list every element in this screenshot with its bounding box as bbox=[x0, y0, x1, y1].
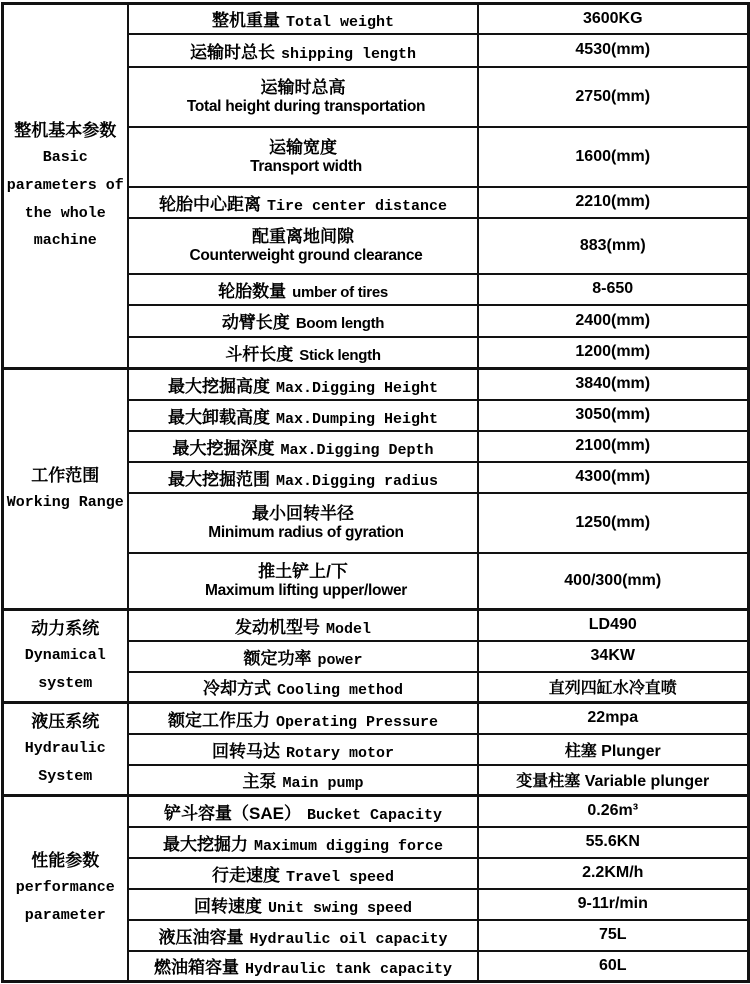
param-label-zh: 主泵 bbox=[242, 772, 277, 792]
param-cell-rotary-motor bbox=[128, 734, 478, 765]
value-cell: 变量柱塞 Variable plunger bbox=[478, 765, 748, 796]
value-cell: 0.26m³ bbox=[478, 796, 748, 827]
param-label-en: Maximum lifting upper/lower bbox=[204, 582, 408, 600]
param-cell-max-digging-force bbox=[128, 827, 478, 858]
param-cell-engine-model bbox=[128, 610, 478, 641]
value-cell: 400/300(mm) bbox=[478, 553, 748, 610]
param-label-en: Boom length bbox=[295, 315, 385, 332]
category-cell-performance-parameter bbox=[2, 796, 128, 982]
value-cell: 4300(mm) bbox=[478, 462, 748, 493]
param-label-zh: 行走速度 bbox=[211, 865, 280, 885]
param-cell-fuel-tank-capacity bbox=[128, 951, 478, 982]
category-label-zh: 整机基本参数 bbox=[14, 120, 117, 140]
param-label-en: Max.Digging Depth bbox=[280, 441, 434, 459]
param-cell-min-gyration-radius bbox=[128, 493, 478, 553]
param-label-en: Unit swing speed bbox=[267, 899, 413, 917]
value-cell: 8-650 bbox=[478, 274, 748, 305]
param-label-en: Tire center distance bbox=[266, 197, 448, 215]
table-row bbox=[2, 703, 748, 734]
param-cell-rated-power bbox=[128, 641, 478, 672]
param-label-zh: 最小回转半径 bbox=[252, 503, 354, 523]
category-label-en: Working Range bbox=[6, 493, 124, 511]
param-label-zh: 斗杆长度 bbox=[225, 344, 294, 364]
param-label-en: Rotary motor bbox=[285, 744, 395, 762]
param-cell-max-digging-height bbox=[128, 369, 478, 400]
param-label-en: Transport width bbox=[250, 158, 362, 176]
param-label-zh: 额定工作压力 bbox=[167, 710, 270, 730]
param-cell-shipping-length bbox=[128, 34, 478, 67]
param-cell-max-digging-radius bbox=[128, 462, 478, 493]
param-cell-main-pump bbox=[128, 765, 478, 796]
param-label-en: Operating Pressure bbox=[275, 713, 439, 731]
param-cell-stick-length bbox=[128, 337, 478, 369]
param-label-en: Maximum digging force bbox=[253, 837, 444, 855]
param-cell-counterweight-clearance bbox=[128, 218, 478, 274]
param-label-zh: 动臂长度 bbox=[221, 313, 290, 332]
param-label-zh: 燃油箱容量 bbox=[153, 958, 239, 978]
param-label-zh: 配重离地间隙 bbox=[252, 226, 354, 246]
param-cell-transport-width bbox=[128, 127, 478, 187]
param-label-zh: 冷却方式 bbox=[202, 679, 271, 699]
value-cell: 60L bbox=[478, 951, 748, 982]
param-label-en: Travel speed bbox=[285, 868, 395, 886]
table-row bbox=[2, 369, 748, 400]
value-cell: 2100(mm) bbox=[478, 431, 748, 462]
table-row bbox=[2, 796, 748, 827]
param-label-en: shipping length bbox=[280, 45, 417, 63]
param-label-en: Main pump bbox=[282, 775, 364, 793]
category-cell-dynamical-system bbox=[2, 610, 128, 703]
param-cell-hydraulic-oil-capacity bbox=[128, 920, 478, 951]
param-cell-max-dumping-height bbox=[128, 400, 478, 431]
param-label-en: umber of tires bbox=[292, 283, 388, 301]
value-cell: 55.6KN bbox=[478, 827, 748, 858]
category-cell-hydraulic-system bbox=[2, 703, 128, 796]
param-label-zh: 运输时总高 bbox=[260, 77, 346, 97]
category-label-zh: 性能参数 bbox=[31, 851, 100, 871]
value-cell: 2.2KM/h bbox=[478, 858, 748, 889]
param-cell-tire-center-distance bbox=[128, 187, 478, 218]
category-label-en: Dynamical system bbox=[24, 646, 106, 692]
value-cell: 34KW bbox=[478, 641, 748, 672]
param-label-zh: 推土铲上/下 bbox=[258, 562, 348, 582]
param-label-en: Cooling method bbox=[276, 682, 404, 700]
param-label-zh: 轮胎数量 bbox=[218, 281, 287, 301]
spec-table bbox=[1, 2, 750, 983]
param-label-zh: 最大挖掘力 bbox=[162, 834, 248, 854]
param-label-zh: 最大卸载高度 bbox=[167, 407, 270, 427]
param-label-zh: 轮胎中心距离 bbox=[158, 194, 261, 214]
param-label-zh: 运输宽度 bbox=[269, 137, 337, 157]
param-label-zh: 额定功率 bbox=[243, 648, 312, 668]
param-label-en: Hydraulic tank capacity bbox=[244, 961, 453, 979]
param-label-zh: 最大挖掘范围 bbox=[167, 469, 270, 489]
value-cell: 3600KG bbox=[478, 4, 748, 34]
param-label-en: Max.Dumping Height bbox=[275, 410, 439, 428]
value-cell: 22mpa bbox=[478, 703, 748, 734]
param-label-zh: 铲斗容量（SAE） bbox=[164, 803, 301, 823]
param-label-en: Max.Digging radius bbox=[275, 472, 439, 490]
value-cell: 1250(mm) bbox=[478, 493, 748, 553]
param-label-zh: 液压油容量 bbox=[158, 927, 244, 947]
param-label-zh: 最大挖掘高度 bbox=[167, 376, 270, 396]
value-cell: 883(mm) bbox=[478, 218, 748, 274]
param-label-zh: 运输时总长 bbox=[189, 42, 275, 62]
value-cell: 75L bbox=[478, 920, 748, 951]
value-cell: LD490 bbox=[478, 610, 748, 641]
param-cell-cooling-method bbox=[128, 672, 478, 703]
param-label-zh: 回转速度 bbox=[193, 896, 262, 916]
value-cell: 1200(mm) bbox=[478, 337, 748, 369]
param-cell-max-digging-depth bbox=[128, 431, 478, 462]
value-cell: 9-11r/min bbox=[478, 889, 748, 920]
param-cell-operating-pressure bbox=[128, 703, 478, 734]
value-cell: 4530(mm) bbox=[478, 34, 748, 67]
param-label-en: Total weight bbox=[285, 14, 395, 32]
value-cell: 3050(mm) bbox=[478, 400, 748, 431]
value-cell: 柱塞 Plunger bbox=[478, 734, 748, 765]
value-cell: 2750(mm) bbox=[478, 67, 748, 127]
param-label-en: Counterweight ground clearance bbox=[189, 247, 423, 265]
param-label-zh: 发动机型号 bbox=[234, 617, 320, 637]
category-label-zh: 液压系统 bbox=[31, 711, 100, 731]
table-row bbox=[2, 4, 748, 34]
value-cell: 1600(mm) bbox=[478, 127, 748, 187]
param-cell-total-weight bbox=[128, 4, 478, 34]
value-cell: 3840(mm) bbox=[478, 369, 748, 400]
param-label-en: Max.Digging Height bbox=[275, 379, 439, 397]
value-cell: 2400(mm) bbox=[478, 305, 748, 337]
value-cell: 2210(mm) bbox=[478, 187, 748, 218]
category-cell-working-range bbox=[2, 369, 128, 610]
param-label-en: Stick length bbox=[299, 346, 381, 364]
param-cell-boom-length bbox=[128, 305, 478, 337]
param-label-en: power bbox=[317, 651, 363, 669]
param-cell-travel-speed bbox=[128, 858, 478, 889]
param-label-zh: 最大挖掘深度 bbox=[172, 438, 275, 458]
param-label-en: Bucket Capacity bbox=[306, 806, 442, 824]
category-label-zh: 工作范围 bbox=[31, 465, 100, 485]
value-cell: 直列四缸水冷直喷 bbox=[478, 672, 748, 703]
category-label-zh: 动力系统 bbox=[31, 618, 100, 638]
param-cell-swing-speed bbox=[128, 889, 478, 920]
param-label-en: Total height during transportation bbox=[186, 98, 426, 116]
param-label-en: Model bbox=[325, 620, 371, 638]
category-label-en: Hydraulic System bbox=[24, 739, 106, 785]
param-cell-dozer-blade-lift bbox=[128, 553, 478, 610]
param-cell-bucket-capacity bbox=[128, 796, 478, 827]
param-label-en: Minimum radius of gyration bbox=[208, 524, 404, 542]
category-cell-basic-parameters bbox=[2, 4, 128, 369]
param-label-zh: 回转马达 bbox=[211, 741, 280, 761]
param-label-zh: 整机重量 bbox=[211, 11, 280, 31]
param-label-en: Hydraulic oil capacity bbox=[249, 930, 448, 948]
category-label-en: performance parameter bbox=[15, 879, 115, 925]
table-row bbox=[2, 610, 748, 641]
param-cell-transport-height bbox=[128, 67, 478, 127]
param-cell-number-of-tires bbox=[128, 274, 478, 305]
category-label-en: Basic parameters of the whole machine bbox=[6, 149, 124, 250]
